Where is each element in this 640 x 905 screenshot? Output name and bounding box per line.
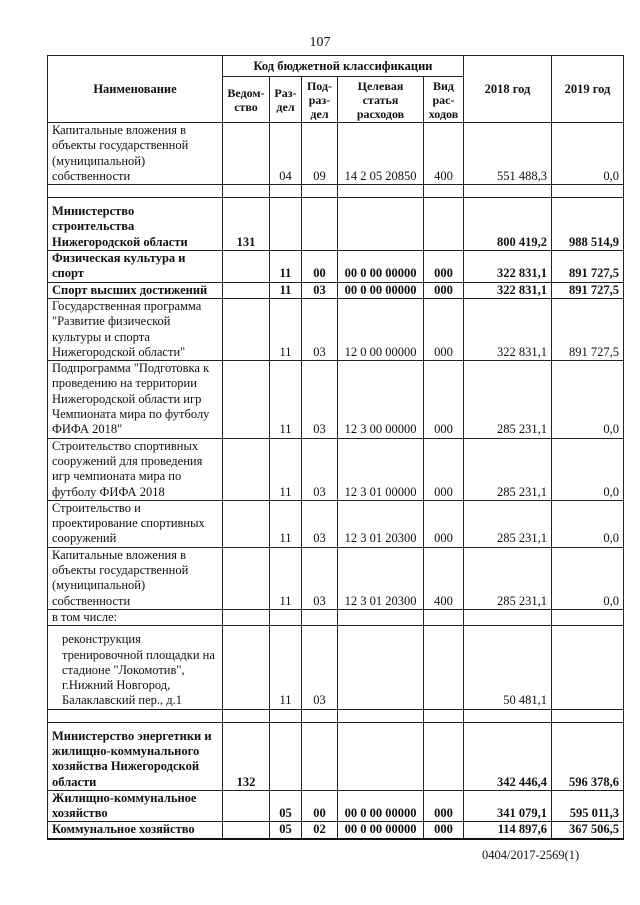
row-2019: 367 506,5	[552, 822, 624, 839]
col-header-2018: 2018 год	[464, 56, 552, 123]
row-subsection: 02	[302, 822, 338, 839]
row-dept: 132	[223, 722, 270, 790]
row-section	[270, 609, 302, 625]
row-kind: 000	[424, 822, 464, 839]
row-2019: 0,0	[552, 123, 624, 185]
table-row	[48, 438, 624, 500]
table-row	[48, 626, 624, 709]
row-2019: 891 727,5	[552, 298, 624, 360]
row-target: 12 3 00 00000	[338, 361, 424, 438]
row-dept	[223, 790, 270, 822]
row-target	[338, 626, 424, 709]
row-target: 12 3 01 00000	[338, 438, 424, 500]
row-section: 04	[270, 123, 302, 185]
row-dept	[223, 500, 270, 547]
row-section	[270, 709, 302, 722]
row-2019: 596 378,6	[552, 722, 624, 790]
row-subsection	[302, 198, 338, 251]
row-2019	[552, 609, 624, 625]
table-body	[48, 123, 624, 839]
row-kind	[424, 722, 464, 790]
col-header-target: Целевая статья расходов	[338, 77, 424, 123]
table-row-spacer	[48, 185, 624, 198]
row-subsection: 09	[302, 123, 338, 185]
col-header-group: Код бюджетной классификации	[223, 56, 464, 77]
row-section: 11	[270, 282, 302, 298]
row-subsection: 03	[302, 547, 338, 609]
row-subsection: 03	[302, 438, 338, 500]
table-row	[48, 790, 624, 822]
row-subsection	[302, 709, 338, 722]
row-name: Коммунальное хозяйство	[48, 822, 223, 839]
row-dept	[223, 609, 270, 625]
row-name: Спорт высших достижений	[48, 282, 223, 298]
table-row	[48, 361, 624, 438]
row-subsection: 03	[302, 500, 338, 547]
table-row-spacer	[48, 709, 624, 722]
row-2019: 891 727,5	[552, 251, 624, 283]
row-2019	[552, 185, 624, 198]
row-2018: 341 079,1	[464, 790, 552, 822]
row-name: Строительство и проектирование спортивных сооружений	[48, 500, 223, 547]
row-2018: 285 231,1	[464, 438, 552, 500]
row-target: 14 2 05 20850	[338, 123, 424, 185]
row-section: 05	[270, 822, 302, 839]
row-target: 00 0 00 00000	[338, 282, 424, 298]
row-name-text: реконструкция тренировочной площадки на стадионе "Локомотив", г.Нижний Новгород, Балаклавский пер., д.1	[62, 632, 215, 708]
row-2019	[552, 626, 624, 709]
row-kind: 400	[424, 123, 464, 185]
row-dept	[223, 709, 270, 722]
row-subsection: 03	[302, 298, 338, 360]
table-row	[48, 822, 624, 839]
row-section	[270, 185, 302, 198]
row-name: Физическая культура и спорт	[48, 251, 223, 283]
row-dept	[223, 361, 270, 438]
row-section	[270, 722, 302, 790]
row-kind: 000	[424, 438, 464, 500]
document-code: 0404/2017-2569(1)	[482, 848, 580, 862]
row-name	[48, 185, 223, 198]
table-row	[48, 722, 624, 790]
row-subsection: 03	[302, 361, 338, 438]
row-2018: 114 897,6	[464, 822, 552, 839]
row-dept	[223, 626, 270, 709]
row-2018: 322 831,1	[464, 251, 552, 283]
col-header-kind: Вид рас-ходов	[424, 77, 464, 123]
row-2018: 322 831,1	[464, 298, 552, 360]
row-name: Министерство энергетики и жилищно-коммунального хозяйства Нижегородской области	[48, 722, 223, 790]
row-section: 11	[270, 438, 302, 500]
row-name: Капитальные вложения в объекты государственной (муниципальной) собственности	[48, 123, 223, 185]
table-row	[48, 609, 624, 625]
row-target	[338, 722, 424, 790]
row-section	[270, 198, 302, 251]
row-dept	[223, 185, 270, 198]
col-header-2019: 2019 год	[552, 56, 624, 123]
row-dept	[223, 438, 270, 500]
row-2019: 0,0	[552, 547, 624, 609]
row-2018: 551 488,3	[464, 123, 552, 185]
table-row	[48, 282, 624, 298]
row-2018: 50 481,1	[464, 626, 552, 709]
row-dept	[223, 822, 270, 839]
budget-table	[47, 55, 624, 840]
row-target	[338, 709, 424, 722]
row-name: Капитальные вложения в объекты государственной (муниципальной) собственности	[48, 547, 223, 609]
row-dept	[223, 123, 270, 185]
table-row	[48, 198, 624, 251]
table-row	[48, 500, 624, 547]
row-kind: 400	[424, 547, 464, 609]
row-2018: 342 446,4	[464, 722, 552, 790]
row-kind	[424, 709, 464, 722]
row-subsection: 00	[302, 790, 338, 822]
table-row	[48, 123, 624, 185]
row-section: 11	[270, 251, 302, 283]
row-2018	[464, 709, 552, 722]
row-kind: 000	[424, 298, 464, 360]
col-header-subsection: Под-раз-дел	[302, 77, 338, 123]
row-subsection	[302, 722, 338, 790]
row-dept	[223, 298, 270, 360]
row-subsection: 03	[302, 282, 338, 298]
row-kind	[424, 626, 464, 709]
row-section: 11	[270, 626, 302, 709]
row-target: 12 3 01 20300	[338, 547, 424, 609]
row-kind	[424, 185, 464, 198]
row-target: 00 0 00 00000	[338, 822, 424, 839]
col-header-section: Раз-дел	[270, 77, 302, 123]
row-2019: 0,0	[552, 361, 624, 438]
page-number: 107	[309, 35, 331, 50]
table-row	[48, 547, 624, 609]
row-subsection: 03	[302, 626, 338, 709]
row-kind	[424, 609, 464, 625]
row-target: 12 0 00 00000	[338, 298, 424, 360]
row-2018: 285 231,1	[464, 500, 552, 547]
row-2018	[464, 609, 552, 625]
row-2018: 285 231,1	[464, 547, 552, 609]
row-name: Строительство спортивных сооружений для проведения игр чемпионата мира по футболу ФИФА 2018	[48, 438, 223, 500]
row-name: Подпрограмма "Подготовка к проведению на территории Нижегородской области игр Чемпионата мира по футболу ФИФА 2018"	[48, 361, 223, 438]
row-2019	[552, 709, 624, 722]
row-kind	[424, 198, 464, 251]
row-target	[338, 198, 424, 251]
col-header-dept: Ведом-ство	[223, 77, 270, 123]
row-name: в том числе:	[48, 609, 223, 625]
row-name	[48, 709, 223, 722]
row-2019: 0,0	[552, 438, 624, 500]
row-subsection	[302, 609, 338, 625]
row-target: 12 3 01 20300	[338, 500, 424, 547]
row-2019: 891 727,5	[552, 282, 624, 298]
row-2018: 322 831,1	[464, 282, 552, 298]
row-2019: 988 514,9	[552, 198, 624, 251]
row-2019: 0,0	[552, 500, 624, 547]
row-section: 11	[270, 547, 302, 609]
row-2019: 595 011,3	[552, 790, 624, 822]
row-2018: 800 419,2	[464, 198, 552, 251]
row-dept	[223, 282, 270, 298]
row-dept	[223, 547, 270, 609]
row-name	[48, 626, 223, 709]
row-section: 11	[270, 361, 302, 438]
row-subsection: 00	[302, 251, 338, 283]
row-2018: 285 231,1	[464, 361, 552, 438]
row-dept: 131	[223, 198, 270, 251]
row-name: Государственная программа "Развитие физической культуры и спорта Нижегородской области"	[48, 298, 223, 360]
row-target: 00 0 00 00000	[338, 251, 424, 283]
row-subsection	[302, 185, 338, 198]
row-target	[338, 185, 424, 198]
row-section: 05	[270, 790, 302, 822]
row-target	[338, 609, 424, 625]
row-kind: 000	[424, 790, 464, 822]
table-row	[48, 251, 624, 283]
row-dept	[223, 251, 270, 283]
row-section: 11	[270, 500, 302, 547]
row-kind: 000	[424, 251, 464, 283]
row-kind: 000	[424, 500, 464, 547]
row-name: Министерство строительства Нижегородской области	[48, 198, 223, 251]
row-target: 00 0 00 00000	[338, 790, 424, 822]
col-header-name: Наименование	[48, 56, 223, 123]
row-kind: 000	[424, 282, 464, 298]
row-name: Жилищно-коммунальное хозяйство	[48, 790, 223, 822]
row-kind: 000	[424, 361, 464, 438]
row-2018	[464, 185, 552, 198]
row-section: 11	[270, 298, 302, 360]
table-row	[48, 298, 624, 360]
